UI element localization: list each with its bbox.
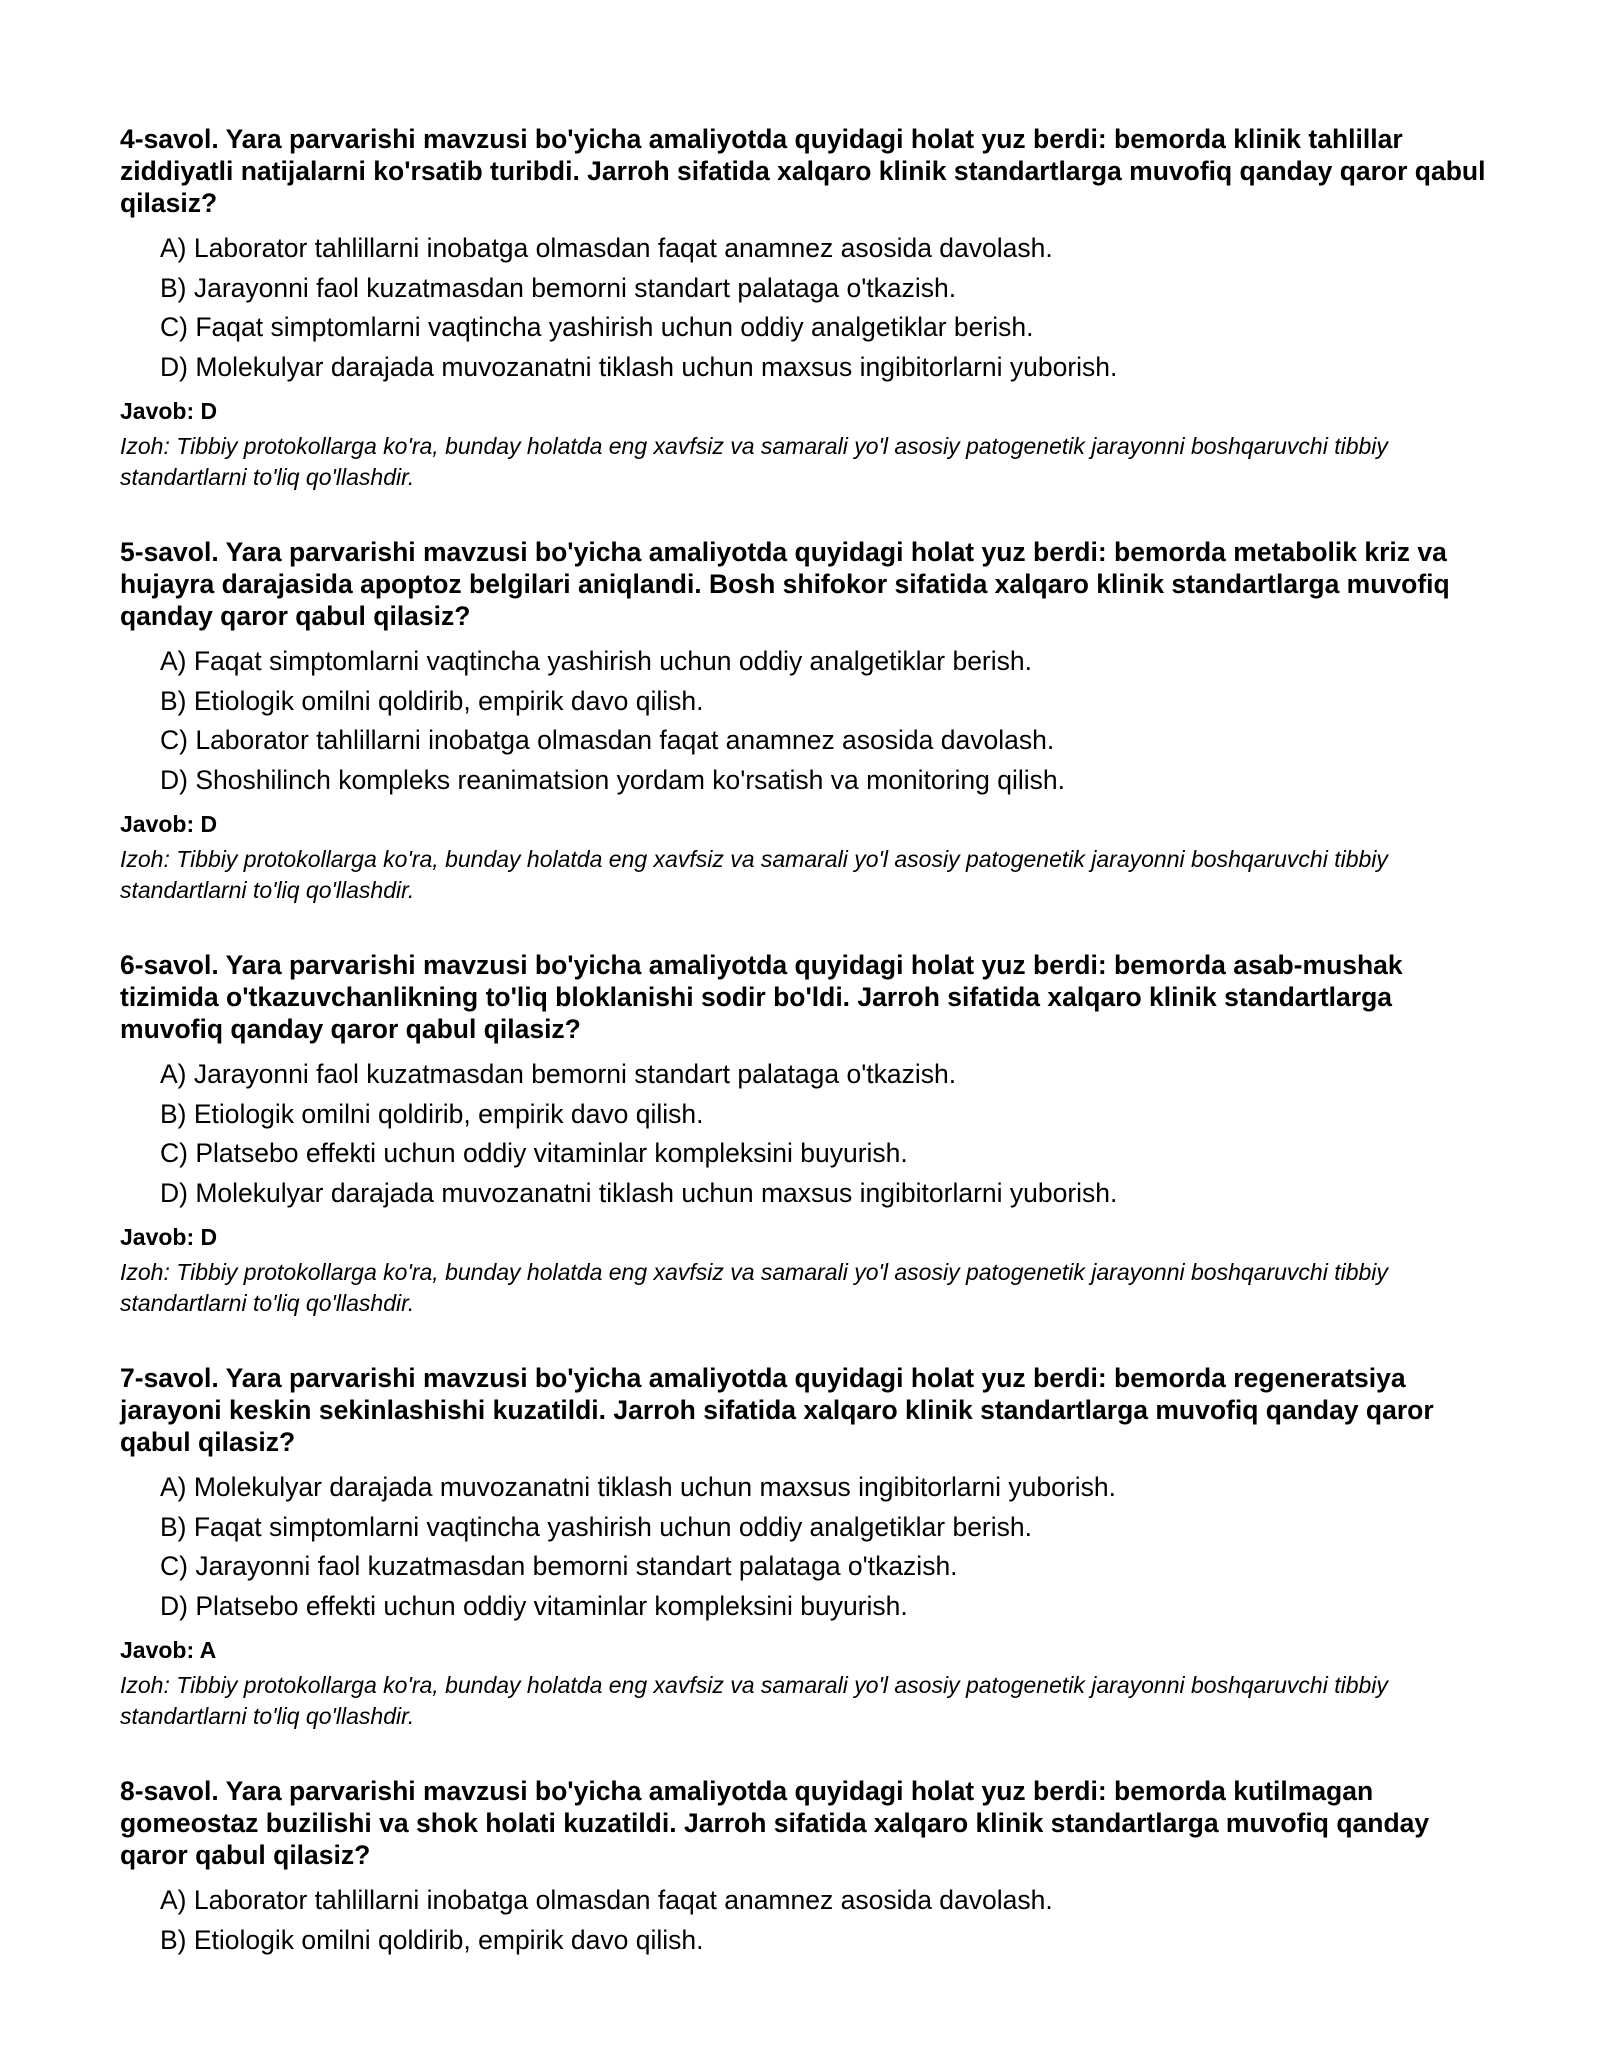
option-a: A) Faqat simptomlarni vaqtincha yashirish uchun oddiy analgetiklar berish.: [160, 646, 1032, 676]
option-a: A) Laborator tahlillarni inobatga olmasdan faqat anamnez asosida davolash.: [160, 233, 1053, 263]
question-5: [120, 536, 1500, 906]
document-page: [120, 123, 1500, 2003]
option-c: C) Faqat simptomlarni vaqtincha yashirish uchun oddiy analgetiklar berish.: [160, 312, 1034, 342]
explanation-note: Izoh: Tibbiy protokollarga ko'ra, bunday holatda eng xavfsiz va samarali yo'l asosiy patogenetik jarayonni boshqaruvchi tibbiy standartlarni to'liq qo'llashdir.: [120, 1259, 1388, 1316]
answer-label: Javob: D: [120, 811, 218, 837]
option-list: [120, 1055, 1500, 1213]
option-b: B) Faqat simptomlarni vaqtincha yashirish uchun oddiy analgetiklar berish.: [160, 1511, 1032, 1542]
option-b: B) Jarayonni faol kuzatmasdan bemorni standart palataga o'tkazish.: [160, 272, 957, 303]
question-title: 8-savol. Yara parvarishi mavzusi bo'yicha amaliyotda quyidagi holat yuz berdi: bemorda kutilmagan gomeostaz buzilishi va shok holati kuzatildi. Jarroh sifatida xalqaro klinik standartlarga muvofiq qanday qaror qabul qilasiz?: [120, 1776, 1430, 1870]
option-b: B) Etiologik omilni qoldirib, empirik davo qilish.: [160, 1924, 704, 1955]
option-b: B) Etiologik omilni qoldirib, empirik davo qilish.: [160, 1098, 704, 1129]
question-title: 6-savol. Yara parvarishi mavzusi bo'yicha amaliyotda quyidagi holat yuz berdi: bemorda asab-mushak tizimida o'tkazuvchanlikning to'liq bloklanishi sodir bo'ldi. Jarroh sifatida xalqaro klinik standartlarga muvofiq qanday qaror qabul qilasiz?: [120, 950, 1403, 1044]
question-6: [120, 949, 1500, 1319]
option-a: A) Laborator tahlillarni inobatga olmasdan faqat anamnez asosida davolash.: [160, 1885, 1053, 1915]
option-list: [120, 229, 1500, 387]
option-list: [120, 1468, 1500, 1626]
explanation-note: Izoh: Tibbiy protokollarga ko'ra, bunday holatda eng xavfsiz va samarali yo'l asosiy patogenetik jarayonni boshqaruvchi tibbiy standartlarni to'liq qo'llashdir.: [120, 1672, 1388, 1729]
option-c: C) Laborator tahlillarni inobatga olmasdan faqat anamnez asosida davolash.: [160, 725, 1055, 755]
option-d: D) Shoshilinch kompleks reanimatsion yordam ko'rsatish va monitoring qilish.: [160, 764, 1065, 795]
answer-label: Javob: D: [120, 398, 218, 424]
option-d: D) Molekulyar darajada muvozanatni tiklash uchun maxsus ingibitorlarni yuborish.: [160, 1177, 1118, 1208]
option-list: [120, 642, 1500, 800]
option-c: C) Platsebo effekti uchun oddiy vitaminlar kompleksini buyurish.: [160, 1138, 908, 1168]
option-d: D) Molekulyar darajada muvozanatni tiklash uchun maxsus ingibitorlarni yuborish.: [160, 351, 1118, 382]
question-8: [120, 1775, 1500, 1960]
question-title: 7-savol. Yara parvarishi mavzusi bo'yicha amaliyotda quyidagi holat yuz berdi: bemorda regeneratsiya jarayoni keskin sekinlashishi kuzatildi. Jarroh sifatida xalqaro klinik standartlarga muvofiq qanday qaror qabul qilasiz?: [120, 1363, 1434, 1457]
answer-label: Javob: D: [120, 1224, 218, 1250]
option-c: C) Jarayonni faol kuzatmasdan bemorni standart palataga o'tkazish.: [160, 1551, 958, 1581]
explanation-note: Izoh: Tibbiy protokollarga ko'ra, bunday holatda eng xavfsiz va samarali yo'l asosiy patogenetik jarayonni boshqaruvchi tibbiy standartlarni to'liq qo'llashdir.: [120, 846, 1388, 903]
option-a: A) Molekulyar darajada muvozanatni tiklash uchun maxsus ingibitorlarni yuborish.: [160, 1472, 1116, 1502]
option-b: B) Etiologik omilni qoldirib, empirik davo qilish.: [160, 685, 704, 716]
option-d: D) Platsebo effekti uchun oddiy vitaminlar kompleksini buyurish.: [160, 1590, 908, 1621]
option-list: [120, 1881, 1500, 1960]
question-7: [120, 1362, 1500, 1732]
question-4: [120, 123, 1500, 493]
option-a: A) Jarayonni faol kuzatmasdan bemorni standart palataga o'tkazish.: [160, 1059, 957, 1089]
explanation-note: Izoh: Tibbiy protokollarga ko'ra, bunday holatda eng xavfsiz va samarali yo'l asosiy patogenetik jarayonni boshqaruvchi tibbiy standartlarni to'liq qo'llashdir.: [120, 433, 1388, 490]
answer-label: Javob: A: [120, 1637, 217, 1663]
question-title: 4-savol. Yara parvarishi mavzusi bo'yicha amaliyotda quyidagi holat yuz berdi: bemorda klinik tahlillar ziddiyatli natijalarni ko'rsatib turibdi. Jarroh sifatida xalqaro klinik standartlarga muvofiq qanday qaror qabul qilasiz?: [120, 124, 1486, 218]
question-title: 5-savol. Yara parvarishi mavzusi bo'yicha amaliyotda quyidagi holat yuz berdi: bemorda metabolik kriz va hujayra darajasida apoptoz belgilari aniqlandi. Bosh shifokor sifatida xalqaro klinik standartlarga muvofiq qanday qaror qabul qilasiz?: [120, 537, 1450, 631]
